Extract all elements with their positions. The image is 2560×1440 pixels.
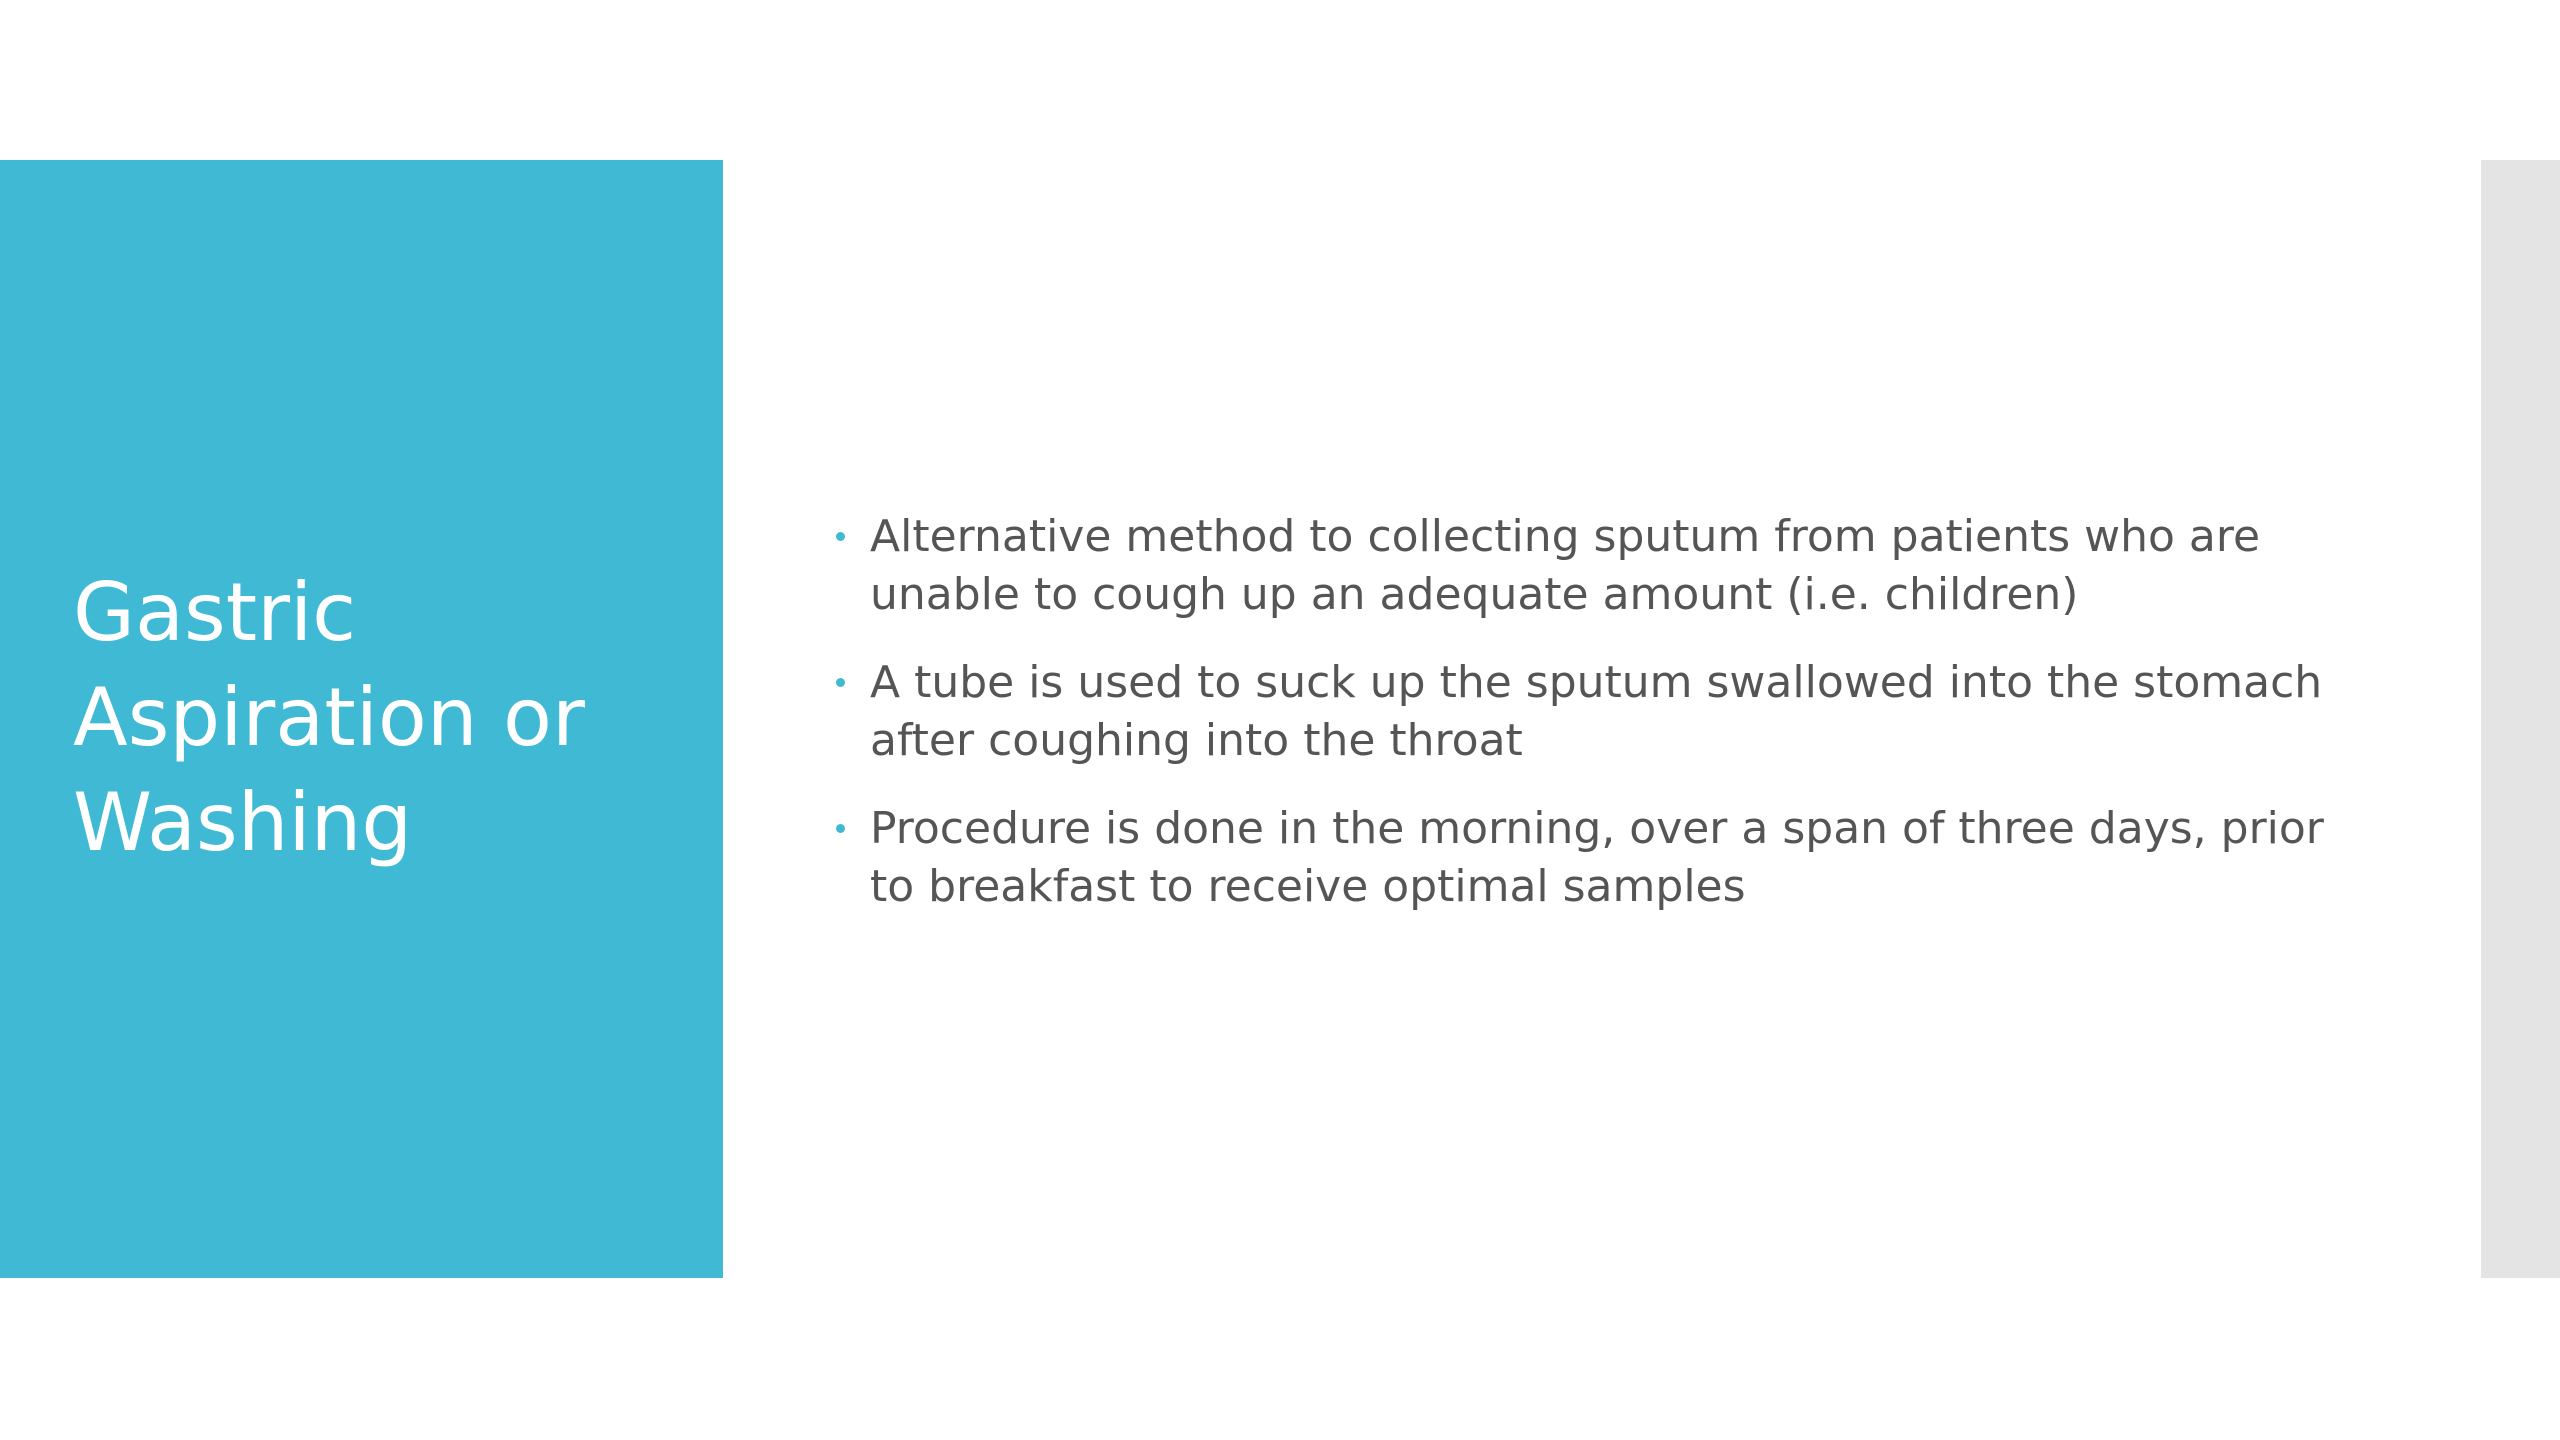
bullet-item (830, 800, 2330, 916)
bullet-text: A tube is used to suck up the sputum swallowed into the stomach after coughing into the throat (870, 657, 2323, 766)
bullet-dot-icon (836, 824, 845, 833)
right-accent-bar (2481, 160, 2560, 1278)
bullet-text: Procedure is done in the morning, over a span of three days, prior to breakfast to receive optimal samples (870, 803, 2324, 912)
bullet-dot-icon (836, 678, 845, 687)
slide-content (830, 508, 2330, 946)
bullet-list (830, 508, 2330, 916)
bullet-dot-icon (836, 532, 845, 541)
bullet-item (830, 508, 2330, 624)
bullet-text: Alternative method to collecting sputum from patients who are unable to cough up an adequate amount (i.e. children) (870, 511, 2261, 620)
bullet-item (830, 654, 2330, 770)
slide-title: Gastric Aspiration or Washing (73, 566, 585, 869)
